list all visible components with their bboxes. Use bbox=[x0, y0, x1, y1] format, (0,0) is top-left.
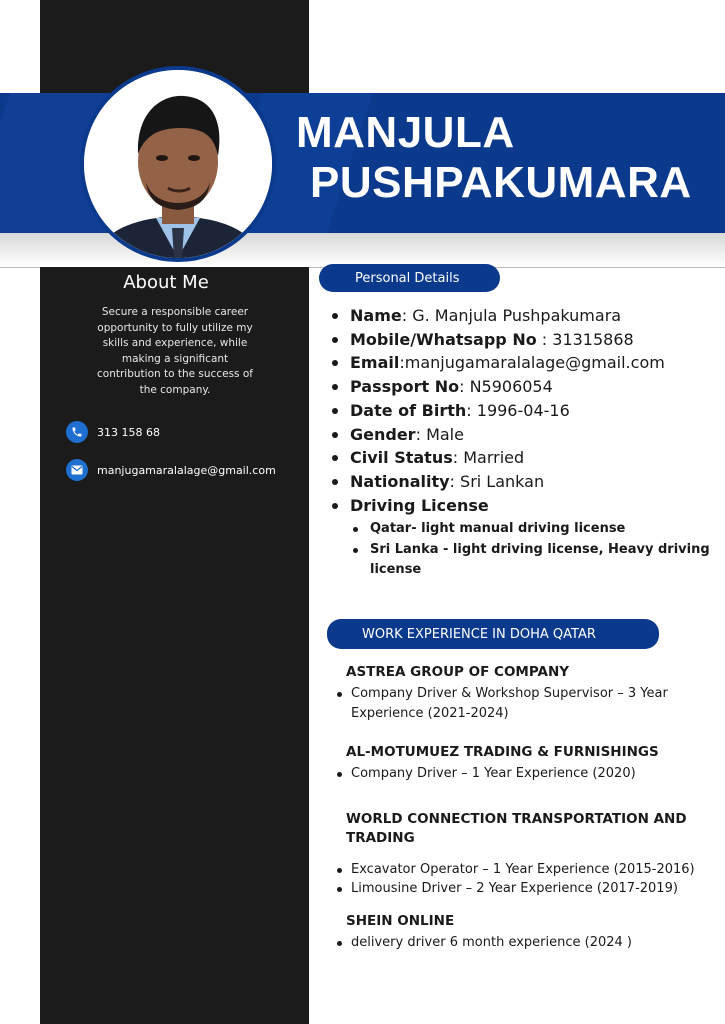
name-line-1: MANJULA bbox=[296, 108, 515, 157]
about-title: About Me bbox=[123, 272, 209, 293]
work-experience-list bbox=[330, 664, 710, 952]
list-item: Civil Status: Married bbox=[330, 446, 720, 470]
work-experience-heading: WORK EXPERIENCE IN DOHA QATAR bbox=[327, 619, 659, 649]
profile-photo bbox=[80, 66, 276, 262]
company-block bbox=[330, 744, 710, 784]
list-item: Nationality: Sri Lankan bbox=[330, 470, 720, 494]
contact-email bbox=[66, 459, 276, 481]
company-name: AL-MOTUMUEZ TRADING & FURNISHINGS bbox=[346, 744, 659, 760]
job-item: Limousine Driver – 2 Year Experience (2017-2019) bbox=[330, 879, 710, 899]
list-item: Email:manjugamaralalage@gmail.com bbox=[330, 351, 720, 375]
contact-phone bbox=[66, 421, 160, 443]
personal-details-list bbox=[330, 304, 720, 581]
driving-license-list bbox=[350, 519, 720, 581]
list-item: Date of Birth: 1996-04-16 bbox=[330, 399, 720, 423]
divider bbox=[0, 267, 40, 268]
job-item: Company Driver & Workshop Supervisor – 3 Year Experience (2021-2024) bbox=[330, 684, 710, 723]
company-block bbox=[330, 810, 710, 899]
list-item: Gender: Male bbox=[330, 423, 720, 447]
job-item: delivery driver 6 month experience (2024 ) bbox=[330, 933, 710, 953]
envelope-icon bbox=[66, 459, 88, 481]
email-text: manjugamaralalage@gmail.com bbox=[97, 463, 276, 477]
banner-shadow bbox=[0, 233, 725, 267]
phone-text: 313 158 68 bbox=[97, 425, 160, 439]
job-item: Company Driver – 1 Year Experience (2020) bbox=[330, 764, 710, 784]
list-item: Qatar- light manual driving license bbox=[350, 519, 720, 540]
list-item: Mobile/Whatsapp No : 31315868 bbox=[330, 328, 720, 352]
company-name: WORLD CONNECTION TRANSPORTATION AND TRADING bbox=[346, 810, 687, 846]
company-name: ASTREA GROUP OF COMPANY bbox=[346, 664, 570, 680]
list-item: Passport No: N5906054 bbox=[330, 375, 720, 399]
job-item: Excavator Operator – 1 Year Experience (2015-2016) bbox=[330, 860, 710, 880]
full-name bbox=[296, 108, 692, 208]
profile-portrait bbox=[84, 70, 272, 258]
personal-details-heading: Personal Details bbox=[319, 264, 500, 292]
name-line-2: PUSHPAKUMARA bbox=[310, 158, 692, 207]
company-block bbox=[330, 913, 710, 953]
company-name: SHEIN ONLINE bbox=[346, 912, 455, 929]
company-block bbox=[330, 664, 710, 723]
list-item: Driving License Qatar- light manual driving license Sri Lanka - light driving license, Heavy driving license bbox=[330, 494, 720, 581]
phone-icon bbox=[66, 421, 88, 443]
list-item: Sri Lanka - light driving license, Heavy driving license bbox=[350, 540, 720, 581]
about-text: Secure a responsible career opportunity to fully utilize my skills and experience, while making a significant contribution to the success of the company. bbox=[97, 306, 253, 396]
list-item: Name: G. Manjula Pushpakumara bbox=[330, 304, 720, 328]
